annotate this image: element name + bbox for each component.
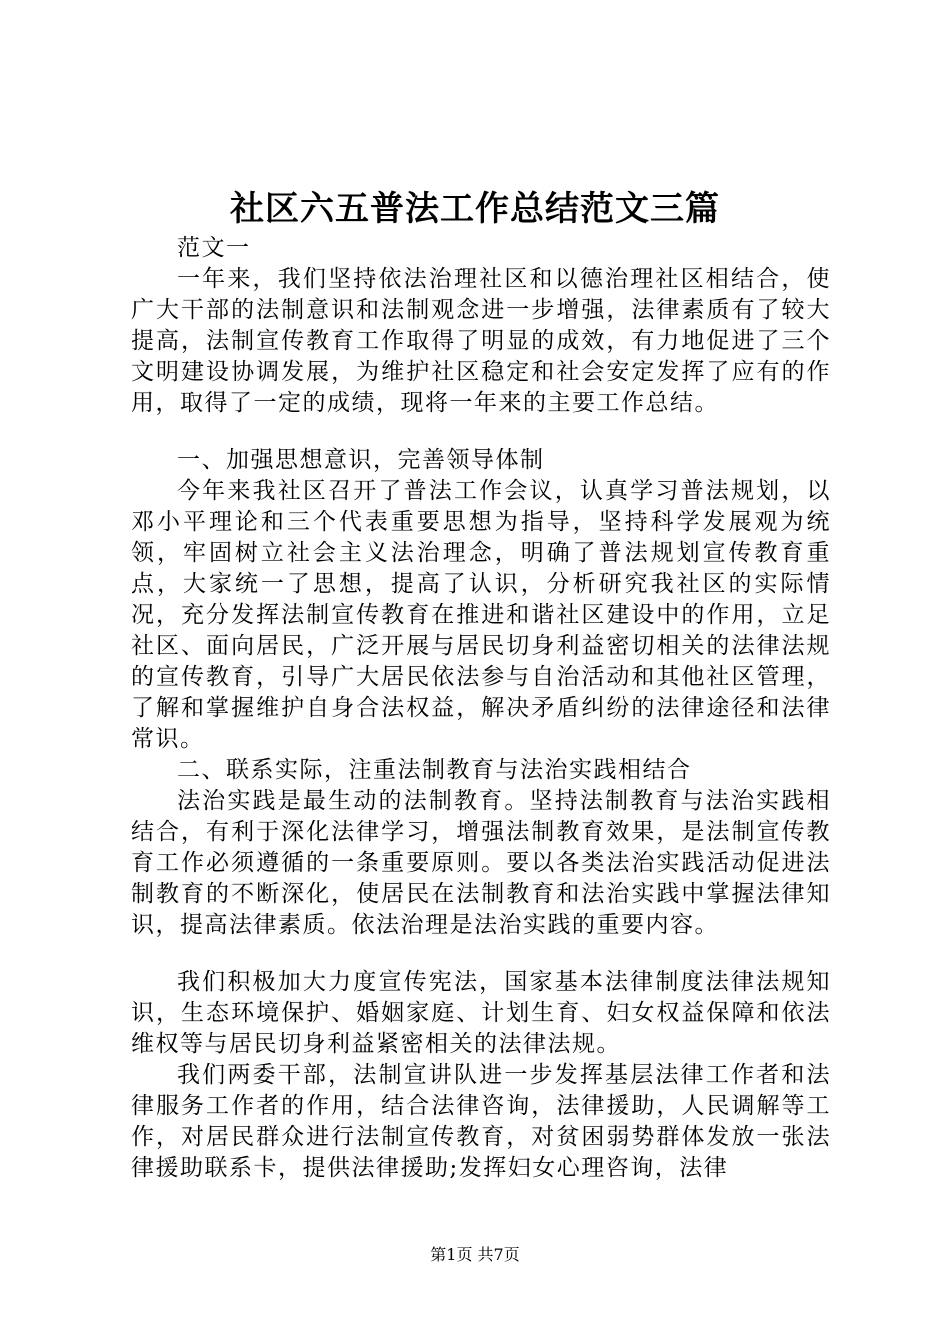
document-body bbox=[131, 233, 831, 1184]
page-number-footer: 第1页 共7页 bbox=[430, 1245, 520, 1264]
paragraph-heading-sample-one: 范文一 bbox=[177, 235, 251, 261]
paragraph-section-one: 今年来我社区召开了普法工作会议，认真学习普法规划，以邓小平理论和三个代表重要思想为指导，坚持科学发展观为统领，牢固树立社会主义法治理念，明确了普法规划宣传教育重点，大家统一了思想，提高了认识，分析研究我社区的实际情况，充分发挥法制宣传教育在推进和谐社区建设中的作用，立足社区、面向居民，广泛开展与居民切身利益密切相关的法律法规的宣传教育，引导广大居民依法参与自治活动和其他社区管理，了解和掌握维护自身合法权益，解决矛盾纠纷的法律途径和法律常识。 bbox=[131, 478, 831, 752]
paragraph-intro: 一年来，我们坚持依法治理社区和以德治理社区相结合，使广大干部的法制意识和法制观念进一步增强，法律素质有了较大提高，法制宣传教育工作取得了明显的成效，有力地促进了三个文明建设协调发展，为维护社区稳定和社会安定发挥了应有的作用，取得了一定的成绩，现将一年来的主要工作总结。 bbox=[131, 266, 831, 416]
paragraph-cadres: 我们两委干部，法制宣讲队进一步发挥基层法律工作者和法律服务工作者的作用，结合法律咨询，法律援助，人民调解等工作，对居民群众进行法制宣传教育，对贫困弱势群体发放一张法律援助联系卡，提供法律援助;发挥妇女心理咨询，法律 bbox=[131, 1062, 831, 1181]
paragraph-section-two: 法治实践是最生动的法制教育。坚持法制教育与法治实践相结合，有利于深化法律学习，增强法制教育效果，是法制宣传教育工作必须遵循的一条重要原则。要以各类法治实践活动促进法制教育的不断深化，使居民在法制教育和法治实践中掌握法律知识，提高法律素质。依法治理是法治实践的重要内容。 bbox=[131, 788, 831, 938]
paragraph-constitution: 我们积极加大力度宣传宪法，国家基本法律制度法律法规知识，生态环境保护、婚姻家庭、计划生育、妇女权益保障和依法维权等与居民切身利益紧密相关的法律法规。 bbox=[131, 969, 831, 1057]
section-heading-one: 一、加强思想意识，完善领导体制 bbox=[177, 447, 545, 473]
section-heading-two: 二、联系实际，注重法制教育与法治实践相结合 bbox=[177, 757, 692, 783]
document-title: 社区六五普法工作总结范文三篇 bbox=[230, 189, 720, 229]
